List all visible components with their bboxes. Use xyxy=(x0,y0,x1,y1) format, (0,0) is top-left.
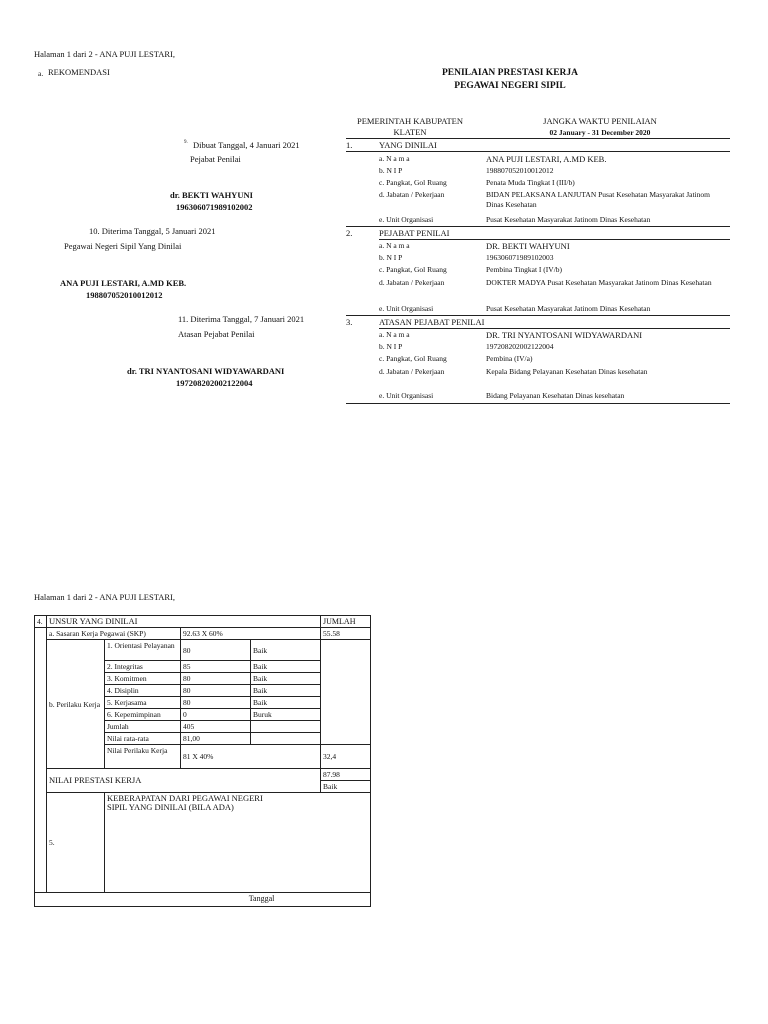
skp-formula: 92.63 X 60% xyxy=(181,628,321,640)
row-value: ANA PUJI LESTARI, A.MD KEB. xyxy=(486,154,607,164)
section1-title: YANG DINILAI xyxy=(379,140,437,150)
table-row xyxy=(35,893,371,907)
perilaku-grade: Baik xyxy=(251,673,321,685)
section3-title: ATASAN PEJABAT PENILAI xyxy=(379,317,485,327)
perilaku-name: 4. Disiplin xyxy=(105,685,181,697)
sign2-role: Pegawai Negeri Sipil Yang Dinilai xyxy=(64,241,182,251)
row-label: c. Pangkat, Gol Ruang xyxy=(379,354,447,363)
doc-title-line1: PENILAIAN PRESTASI KERJA xyxy=(441,68,578,78)
row-value: DR. TRI NYANTOSANI WIDYAWARDANI xyxy=(486,330,643,340)
perilaku-grade: Baik xyxy=(251,661,321,673)
sign1-name: dr. BEKTI WAHYUNI xyxy=(170,190,253,200)
rata-blank xyxy=(251,733,321,745)
row-label: c. Pangkat, Gol Ruang xyxy=(379,265,447,274)
table-row xyxy=(35,769,371,781)
section4-number: 4. xyxy=(35,616,47,628)
sign2-date: 10. Diterima Tanggal, 5 Januari 2021 xyxy=(89,226,216,236)
info-block xyxy=(346,138,730,408)
nilai-prestasi-label: NILAI PRESTASI KERJA xyxy=(47,769,321,793)
pemerintah-line2: KLATEN xyxy=(393,127,427,137)
rata-value: 81,00 xyxy=(181,733,251,745)
row-value: Pembina Tingkat I (IV/b) xyxy=(486,265,563,274)
divider xyxy=(346,226,730,227)
jumlah-header: JUMLAH xyxy=(321,616,371,628)
section4-title: UNSUR YANG DINILAI xyxy=(47,616,321,628)
section2-number: 2. xyxy=(346,228,353,238)
table-row xyxy=(35,628,371,640)
divider xyxy=(346,403,730,404)
nilai-prestasi-grade: Baik xyxy=(321,781,371,793)
row-label: d. Jabatan / Pekerjaan xyxy=(379,278,445,287)
nilai-perilaku-label: Nilai Perilaku Kerja xyxy=(105,745,181,769)
jumlah-label: Jumlah xyxy=(105,721,181,733)
perilaku-score: 80 xyxy=(181,697,251,709)
perilaku-name: 2. Integritas xyxy=(105,661,181,673)
rata-label: Nilai rata-rata xyxy=(105,733,181,745)
row-value: 197208202002122004 xyxy=(486,342,554,351)
doc-title-line2: PEGAWAI NEGERI SIPIL xyxy=(454,81,566,91)
row-label: e. Unit Organisasi xyxy=(379,215,434,224)
sign1-date: Dibuat Tanggal, 4 Januari 2021 xyxy=(193,140,300,150)
sign3-nip: 197208202002122004 xyxy=(176,378,253,388)
pemerintah-line1: PEMERINTAH KABUPATEN xyxy=(357,116,463,126)
sign2-nip: 198807052010012012 xyxy=(86,290,163,300)
perilaku-score: 85 xyxy=(181,661,251,673)
nilai-perilaku-formula: 81 X 40% xyxy=(181,745,321,769)
row-value: 198807052010012012 xyxy=(486,166,554,175)
number-column xyxy=(35,628,47,893)
assessment-table xyxy=(34,615,371,907)
row-label: e. Unit Organisasi xyxy=(379,391,434,400)
row-value: Penata Muda Tingkat I (III/b) xyxy=(486,178,575,187)
row-value: Kepala Bidang Pelayanan Kesehatan Dinas kesehatan xyxy=(486,367,648,376)
divider xyxy=(346,151,730,152)
jangka-value: 02 January - 31 December 2020 xyxy=(549,128,651,137)
sign2-name: ANA PUJI LESTARI, A.MD KEB. xyxy=(60,278,187,288)
table-row xyxy=(35,640,371,661)
row-value: DOKTER MADYA Pusat Kesehatan Masyarakat Jatinom Dinas Kesehatan xyxy=(486,278,712,287)
perilaku-name: 6. Kepemimpinan xyxy=(105,709,181,721)
perilaku-score: 80 xyxy=(181,673,251,685)
keberatan-line2: SIPIL YANG DINILAI (BILA ADA) xyxy=(107,802,234,812)
nilai-prestasi-value: 87.98 xyxy=(321,769,371,781)
section3-number: 3. xyxy=(346,317,353,327)
sign3-date: 11. Diterima Tanggal, 7 Januari 2021 xyxy=(178,314,305,324)
perilaku-score: 80 xyxy=(181,685,251,697)
perilaku-grade: Baik xyxy=(251,685,321,697)
rekomendasi-number: a. xyxy=(38,69,44,78)
row-value: Pusat Kesehatan Masyarakat Jatinom Dinas Kesehatan xyxy=(486,304,651,313)
row-value: BIDAN PELAKSANA LANJUTAN Pusat Kesehatan Masyarakat Jatinom Dinas Kesehatan xyxy=(486,190,710,209)
page-header: Halaman 1 dari 2 - ANA PUJI LESTARI, xyxy=(34,49,175,59)
sign1-role: Pejabat Penilai xyxy=(190,154,241,164)
perilaku-label: b. Perilaku Kerja xyxy=(47,640,105,769)
table-row xyxy=(35,616,371,628)
row-label: b. N I P xyxy=(379,253,403,262)
row-label: a. N a m a xyxy=(379,154,410,163)
section1-number: 1. xyxy=(346,140,353,150)
sign1-number: 9. xyxy=(184,140,188,145)
perilaku-name: 5. Kerjasama xyxy=(105,697,181,709)
nilai-perilaku-result: 32,4 xyxy=(321,745,371,769)
perilaku-name: 1. Orientasi Pelayanan xyxy=(105,640,181,661)
keberatan-line1: KEBERAPATAN DARI PEGAWAI NEGERI xyxy=(107,793,263,803)
perilaku-score: 80 xyxy=(181,640,251,661)
table-row xyxy=(35,793,371,893)
divider xyxy=(346,315,730,316)
row-value: Pembina (IV/a) xyxy=(486,354,533,363)
skp-label: a. Sasaran Kerja Pegawai (SKP) xyxy=(47,628,181,640)
perilaku-name: 3. Komitmen xyxy=(105,673,181,685)
sign3-role: Atasan Pejabat Penilai xyxy=(178,329,255,339)
page2-header: Halaman 1 dari 2 - ANA PUJI LESTARI, xyxy=(34,592,175,602)
row-label: a. N a m a xyxy=(379,241,410,250)
perilaku-blank xyxy=(321,640,371,745)
section5-number: 5. xyxy=(47,793,105,893)
jumlah-blank xyxy=(251,721,321,733)
skp-result: 55.58 xyxy=(321,628,371,640)
row-label: b. N I P xyxy=(379,166,403,175)
row-label: e. Unit Organisasi xyxy=(379,304,434,313)
row-value: DR. BEKTI WAHYUNI xyxy=(486,241,570,251)
perilaku-grade: Baik xyxy=(251,640,321,661)
perilaku-grade: Buruk xyxy=(251,709,321,721)
row-label: b. N I P xyxy=(379,342,403,351)
jumlah-value: 405 xyxy=(181,721,251,733)
row-value: Pusat Kesehatan Masyarakat Jatinom Dinas Kesehatan xyxy=(486,215,651,224)
row-value: Bidang Pelayanan Kesehatan Dinas kesehatan xyxy=(486,391,625,400)
sign3-name: dr. TRI NYANTOSANI WIDYAWARDANI xyxy=(127,366,285,376)
divider xyxy=(379,328,730,329)
divider xyxy=(379,239,730,240)
perilaku-grade: Baik xyxy=(251,697,321,709)
row-label: c. Pangkat, Gol Ruang xyxy=(379,178,447,187)
row-label: d. Jabatan / Pekerjaan xyxy=(379,367,445,376)
section2-title: PEJABAT PENILAI xyxy=(379,228,450,238)
row-value: 196306071989102003 xyxy=(486,253,554,262)
divider xyxy=(346,138,730,139)
row-label: d. Jabatan / Pekerjaan xyxy=(379,190,445,199)
row-label: a. N a m a xyxy=(379,330,410,339)
rekomendasi-label: REKOMENDASI xyxy=(48,67,110,77)
keberatan-cell xyxy=(105,793,371,893)
tanggal-label: Tanggal xyxy=(35,893,371,907)
jangka-label: JANGKA WAKTU PENILAIAN xyxy=(543,116,657,126)
sign1-nip: 196306071989102002 xyxy=(176,202,253,212)
perilaku-score: 0 xyxy=(181,709,251,721)
